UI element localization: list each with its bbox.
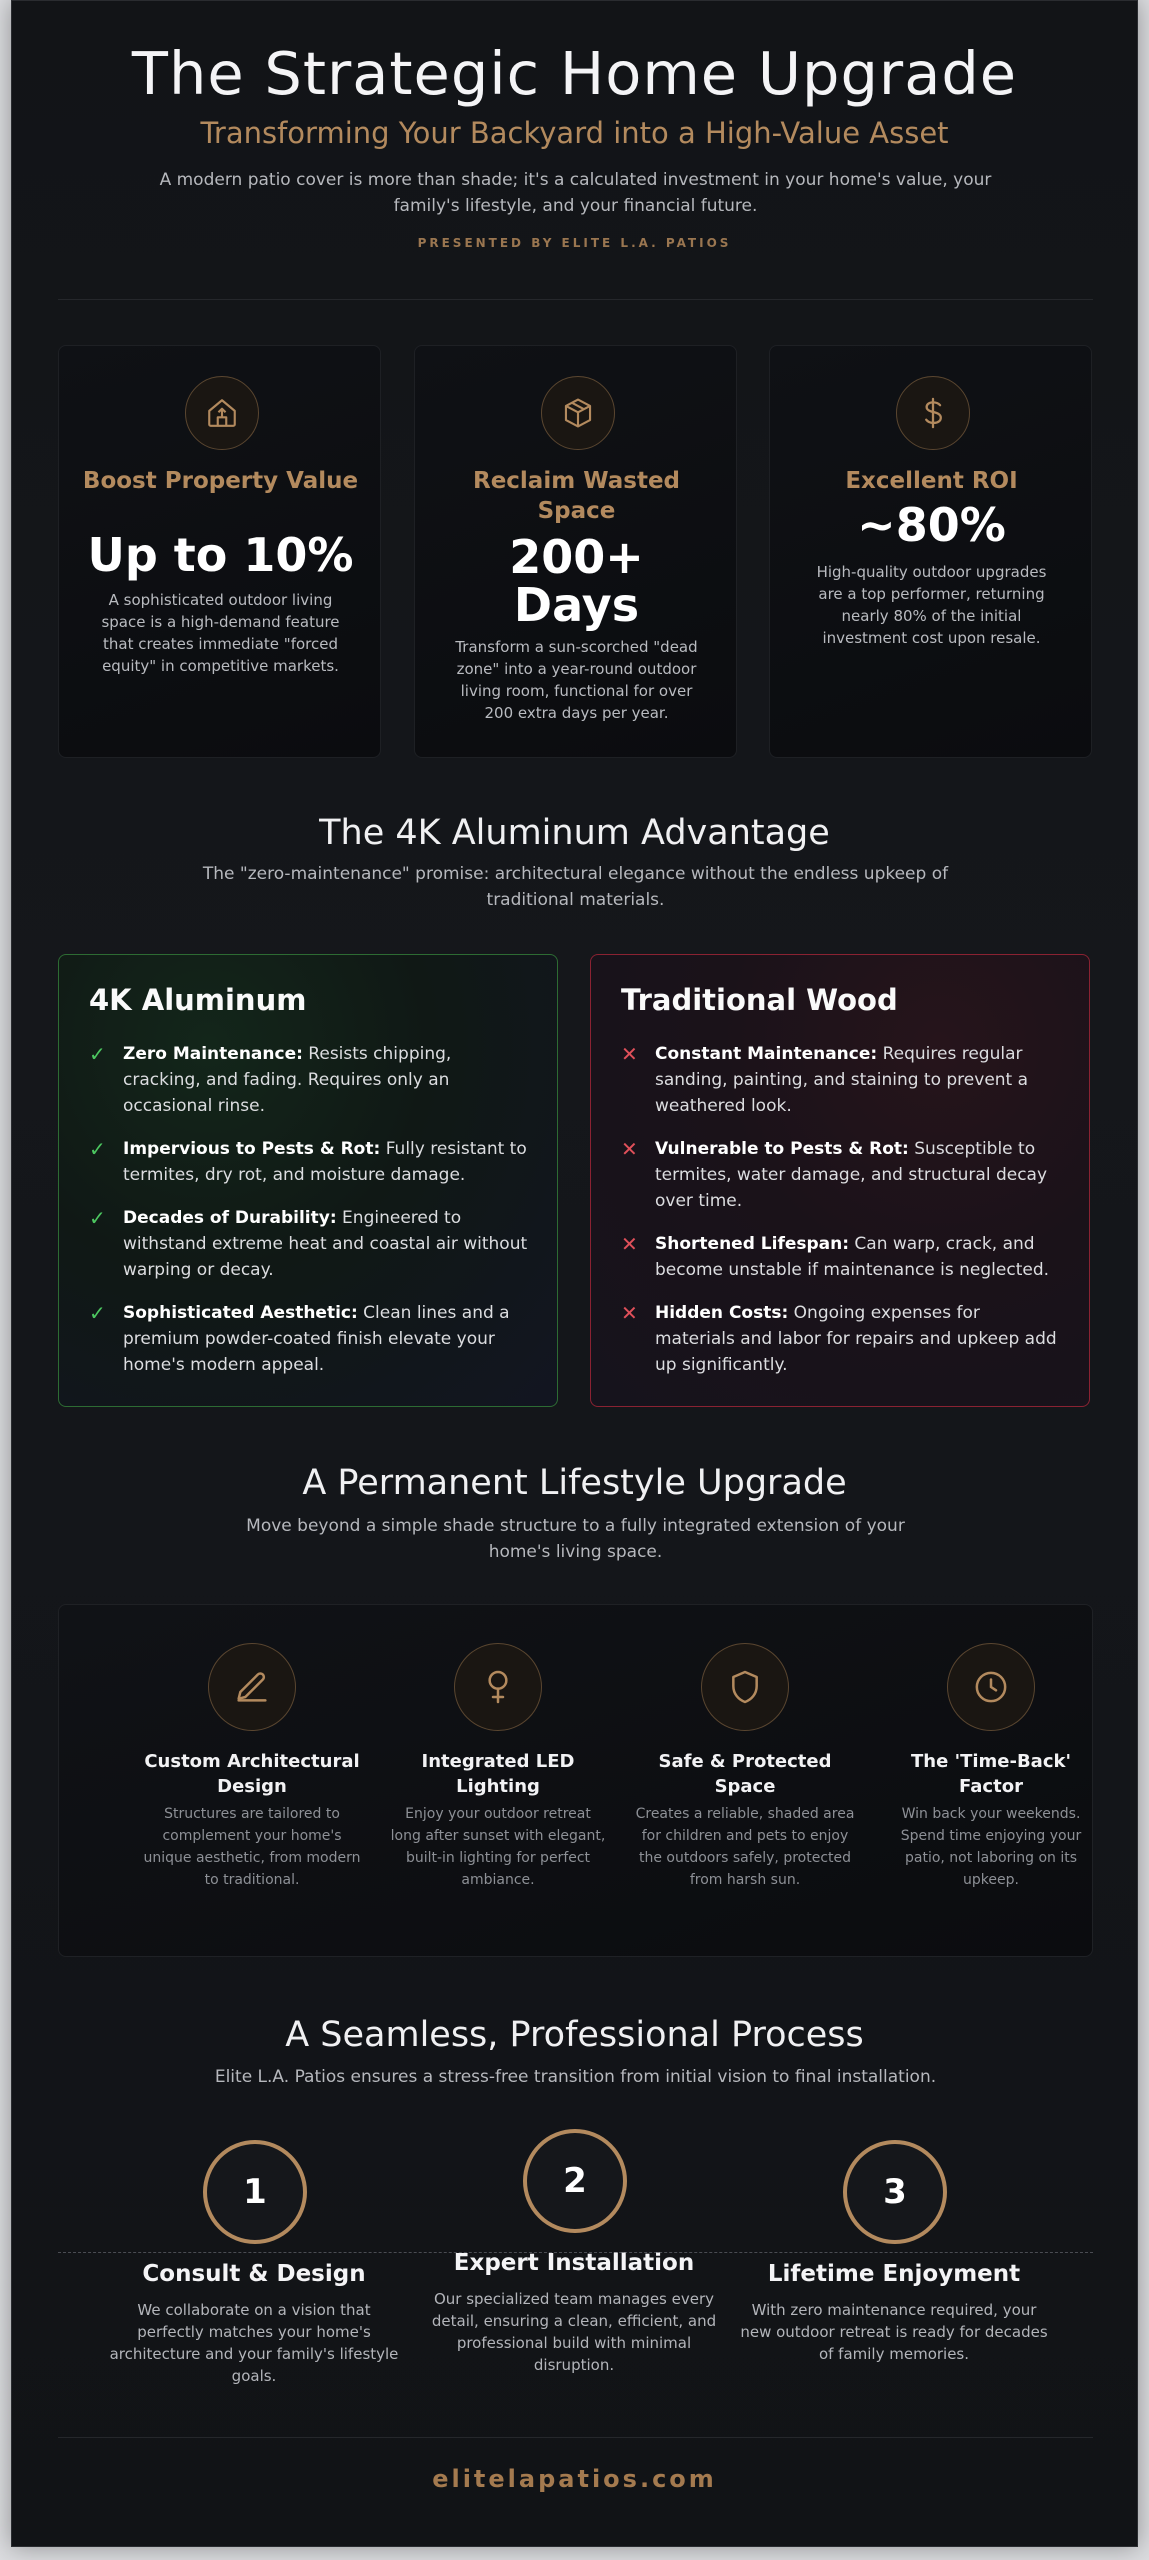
feature-time-back — [881, 1643, 1101, 1891]
check-icon: ✓ — [89, 1042, 106, 1066]
stat-card-property-value — [58, 345, 381, 758]
house-icon — [185, 376, 259, 450]
item-label: Constant Maintenance: — [655, 1044, 878, 1064]
section-title-advantage: The 4K Aluminum Advantage — [319, 813, 830, 853]
list-item — [89, 1041, 529, 1119]
step-description: Our specialized team manages every detail, ensuring a clean, efficient, and professional build with minimal disruption. — [431, 2290, 717, 2374]
stat-description: High-quality outdoor upgrades are a top performer, returning nearly 80% of the initial investment cost upon resale. — [816, 563, 1047, 647]
lightbulb-icon — [454, 1643, 542, 1731]
section-subtitle-advantage: The "zero-maintenance" promise: architectural elegance without the endless upkeep of traditional materials. — [202, 864, 949, 910]
pencil-icon — [208, 1643, 296, 1731]
x-icon: ✕ — [621, 1301, 638, 1325]
step-description: With zero maintenance required, your new outdoor retreat is ready for decades of family memories. — [740, 2301, 1048, 2363]
list-item — [621, 1136, 1061, 1214]
feature-title: Custom Architectural Design — [144, 1751, 360, 1797]
item-label: Impervious to Pests & Rot: — [123, 1139, 381, 1159]
x-icon: ✕ — [621, 1042, 638, 1066]
footer-website: elitelapatios.com — [432, 2465, 717, 2493]
item-label: Vulnerable to Pests & Rot: — [655, 1139, 909, 1159]
stat-card-roi — [769, 345, 1092, 758]
feature-title: The 'Time-Back' Factor — [911, 1751, 1071, 1797]
check-icon: ✓ — [89, 1206, 106, 1230]
stat-value: ~80% — [857, 498, 1006, 552]
step-title: Lifetime Enjoyment — [767, 2261, 1021, 2287]
stat-description: A sophisticated outdoor living space is a high-demand feature that creates immediate "forced equity" in competitive markets. — [101, 591, 340, 675]
comparison-heading: Traditional Wood — [621, 983, 898, 1017]
item-label: Zero Maintenance: — [123, 1044, 303, 1064]
step-number-circle: 3 — [843, 2140, 947, 2244]
feature-description: Win back your weekends. Spend time enjoying your patio, not laboring on its upkeep. — [900, 1806, 1082, 1888]
stat-title: Reclaim Wasted Space — [472, 468, 681, 524]
presented-by: PRESENTED BY ELITE L.A. PATIOS — [417, 236, 732, 250]
section-title-lifestyle: A Permanent Lifestyle Upgrade — [302, 1463, 847, 1503]
infographic-page — [11, 0, 1138, 2547]
section-title-process: A Seamless, Professional Process — [285, 2015, 864, 2055]
clock-icon — [947, 1643, 1035, 1731]
item-text: Requires regular sanding, painting, and staining to prevent a weathered look. — [655, 1044, 1029, 1116]
x-icon: ✕ — [621, 1232, 638, 1256]
list-item — [621, 1300, 1061, 1378]
stat-value: 200+ Days — [509, 530, 644, 632]
feature-description: Enjoy your outdoor retreat long after sunset with elegant, built-in lighting for perfect ambiance. — [390, 1806, 606, 1888]
page-title: The Strategic Home Upgrade — [131, 39, 1018, 108]
page-subtitle: Transforming Your Backyard into a High-Value Asset — [200, 116, 949, 150]
section-subtitle-process: Elite L.A. Patios ensures a stress-free transition from initial vision to final installation. — [214, 2067, 937, 2087]
stat-card-reclaim-space — [414, 345, 737, 758]
item-text: Ongoing expenses for materials and labor for repairs and upkeep add up significantly. — [655, 1303, 1057, 1375]
check-icon: ✓ — [89, 1301, 106, 1325]
check-icon: ✓ — [89, 1137, 106, 1161]
feature-safe-space — [635, 1643, 855, 1891]
list-item — [89, 1300, 529, 1378]
section-subtitle-lifestyle: Move beyond a simple shade structure to a fully integrated extension of your home's living space. — [246, 1516, 905, 1562]
comparison-list — [621, 1041, 1061, 1395]
feature-description: Creates a reliable, shaded area for children and pets to enjoy the outdoors safely, protected from harsh sun. — [635, 1806, 855, 1888]
list-item — [621, 1041, 1061, 1119]
comparison-card-wood — [590, 954, 1090, 1407]
step-description: We collaborate on a vision that perfectly matches your home's architecture and your family's lifestyle goals. — [109, 2301, 399, 2385]
stat-description: Transform a sun-scorched "dead zone" into a year-round outdoor living room, functional for over 200 extra days per year. — [455, 638, 698, 722]
item-text: Susceptible to termites, water damage, and structural decay over time. — [655, 1139, 1048, 1211]
item-text: Fully resistant to termites, dry rot, and moisture damage. — [123, 1139, 527, 1185]
stat-value: Up to 10% — [87, 528, 354, 582]
divider — [58, 299, 1093, 300]
step-number-circle: 1 — [203, 2140, 307, 2244]
x-icon: ✕ — [621, 1137, 638, 1161]
item-label: Hidden Costs: — [655, 1303, 789, 1323]
item-label: Shortened Lifespan: — [655, 1234, 850, 1254]
step-number-circle: 2 — [523, 2129, 627, 2233]
list-item — [89, 1205, 529, 1283]
comparison-heading: 4K Aluminum — [89, 983, 307, 1017]
feature-title: Integrated LED Lighting — [421, 1751, 575, 1797]
item-text: Clean lines and a premium powder-coated finish elevate your home's modern appeal. — [123, 1303, 510, 1375]
item-label: Decades of Durability: — [123, 1208, 337, 1228]
feature-title: Safe & Protected Space — [658, 1751, 832, 1797]
step-title: Consult & Design — [142, 2261, 366, 2287]
item-label: Sophisticated Aesthetic: — [123, 1303, 358, 1323]
item-text: Engineered to withstand extreme heat and coastal air without warping or decay. — [123, 1208, 528, 1280]
box-icon — [541, 376, 615, 450]
comparison-list — [89, 1041, 529, 1395]
intro-text: A modern patio cover is more than shade; it's a calculated investment in your home's value, your family's lifestyle, and your financial future. — [159, 170, 992, 216]
shield-icon — [701, 1643, 789, 1731]
feature-description: Structures are tailored to complement your home's unique aesthetic, from modern to traditional. — [143, 1806, 361, 1888]
feature-led-lighting — [388, 1643, 608, 1891]
divider — [58, 2437, 1093, 2438]
features-panel — [58, 1604, 1093, 1957]
list-item — [89, 1136, 529, 1188]
item-text: Resists chipping, cracking, and fading. Requires only an occasional rinse. — [123, 1044, 452, 1116]
comparison-card-aluminum — [58, 954, 558, 1407]
dollar-icon — [896, 376, 970, 450]
feature-custom-design — [142, 1643, 362, 1891]
step-title: Expert Installation — [453, 2250, 695, 2276]
stat-title: Excellent ROI — [845, 468, 1018, 494]
stat-title: Boost Property Value — [82, 468, 359, 494]
list-item — [621, 1231, 1061, 1283]
item-text: Can warp, crack, and become unstable if maintenance is neglected. — [655, 1234, 1050, 1280]
